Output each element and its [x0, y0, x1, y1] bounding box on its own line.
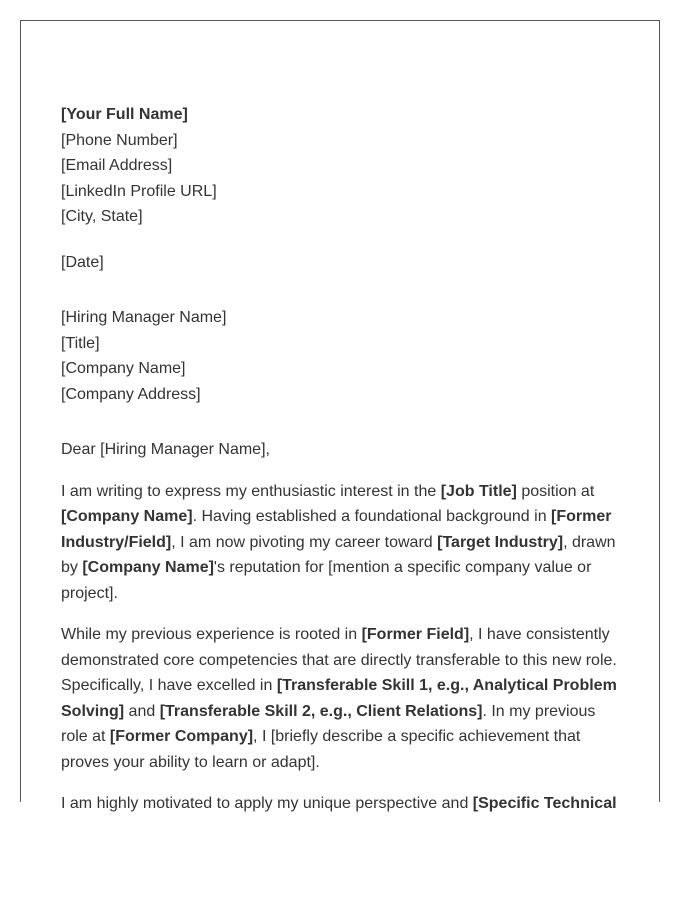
paragraph-intro: I am writing to express my enthusiastic interest in the [Job Title] position at [Company Name]. Having established a foundational background in [Former Industry/Field], I am now pivoting my career toward [Target Industry], drawn by [Company Name]'s reputation for [mention a specific company value or project]. [61, 482, 616, 602]
paragraph-experience: While my previous experience is rooted in [Former Field], I have consistently demonstrated core competencies that are directly transferable to this new role. Specifically, I have excelled in [Transferable Skill 1, e.g., Analytical Problem Solving] and [Transferable Skill 2, e.g., Client Relations]. In my previous role at [Former Company], I [briefly describe a specific achievement that proves your ability to learn or adapt]. [61, 626, 617, 771]
letter-date: [Date] [61, 253, 104, 271]
paragraph-motivation: I am highly motivated to apply my unique perspective and [Specific Technical [61, 795, 617, 812]
salutation: Dear [Hiring Manager Name], [61, 441, 270, 458]
letter-content [61, 102, 623, 817]
sender-email: [Email Address] [61, 157, 173, 174]
recipient-company-address: [Company Address] [61, 385, 201, 403]
recipient-manager-name: [Hiring Manager Name] [61, 309, 227, 326]
letter-page [20, 20, 660, 812]
sender-location: [City, State] [61, 208, 143, 225]
recipient-title: [Title] [61, 334, 100, 352]
recipient-block [61, 305, 623, 407]
sender-linkedin: [LinkedIn Profile URL] [61, 182, 217, 200]
recipient-company-name: [Company Name] [61, 360, 186, 377]
sender-full-name: [Your Full Name] [61, 106, 188, 123]
sender-phone: [Phone Number] [61, 131, 178, 149]
sender-block [61, 102, 623, 230]
